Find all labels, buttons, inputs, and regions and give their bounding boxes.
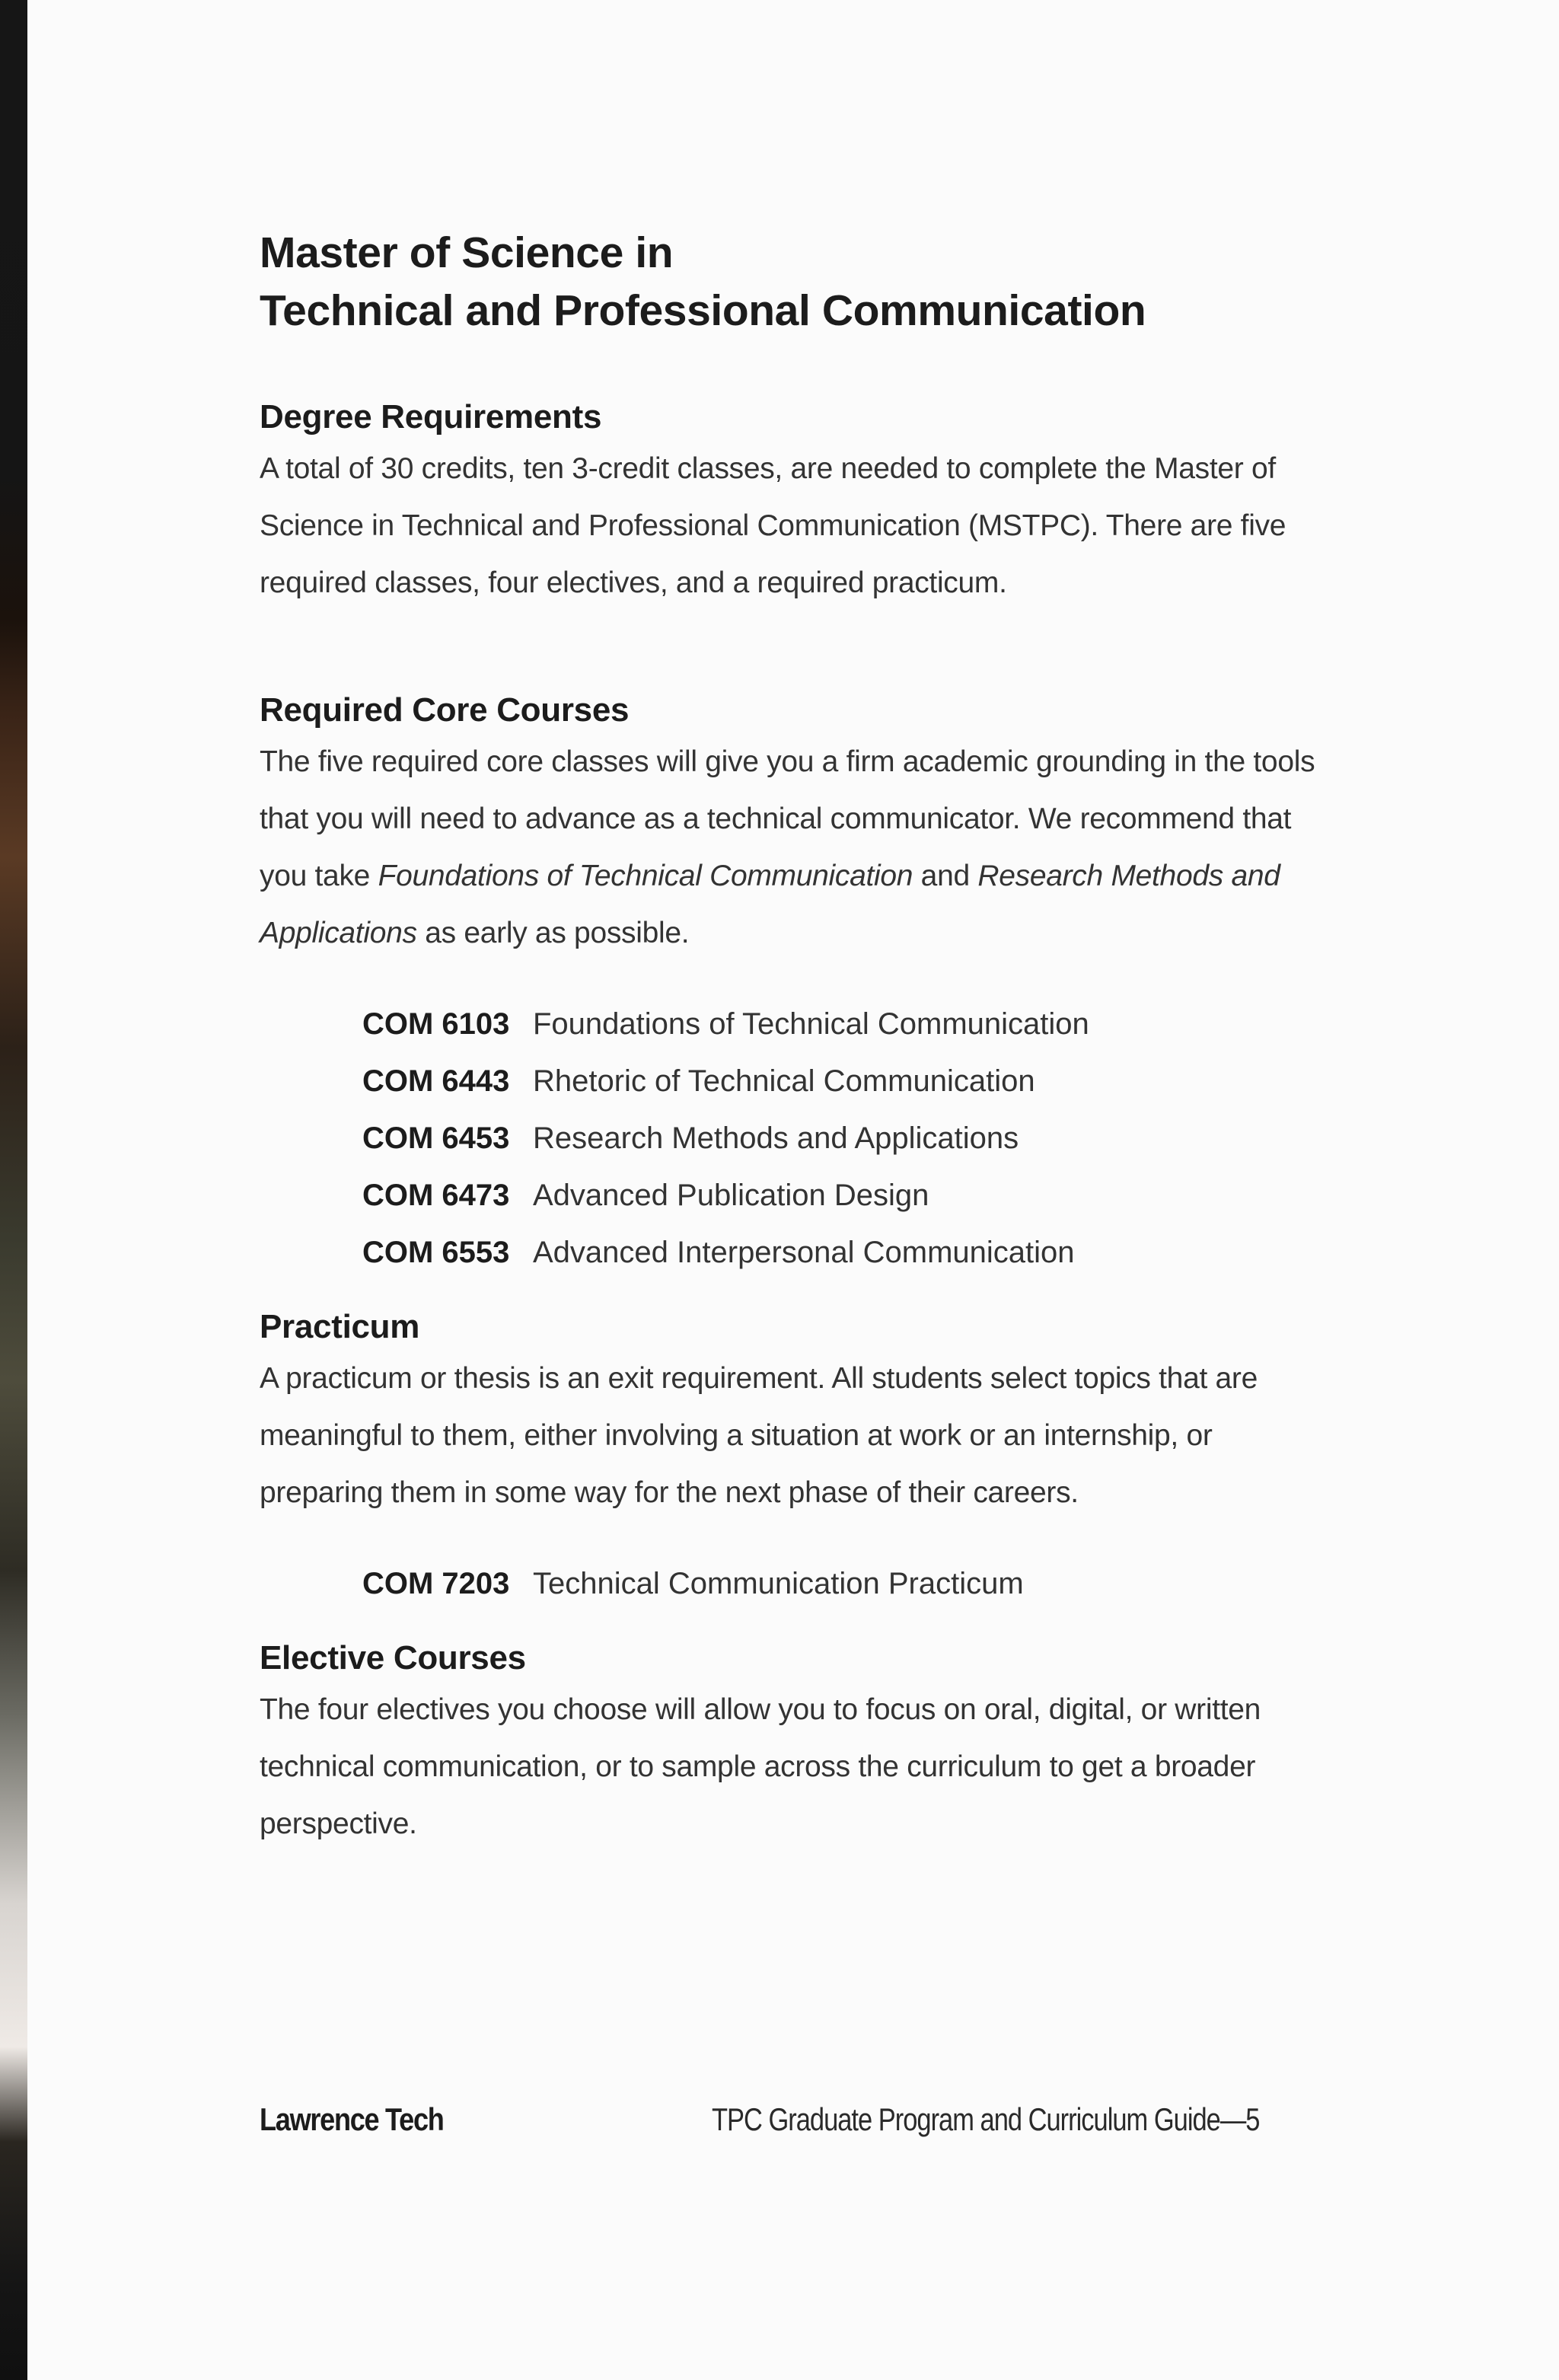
degree-requirements-body: A total of 30 credits, ten 3-credit classes, are needed to complete the Master of Science in Technical and Professional Communication (MSTPC). There are five required classes, four electives, and a required practicum. <box>260 452 1286 599</box>
course-code: COM 7203 <box>362 1567 510 1600</box>
content <box>260 224 1325 1852</box>
core-course-emphasis-1: Foundations of Technical Communication <box>378 860 913 892</box>
course-item <box>362 996 1325 1053</box>
core-body-conj: and <box>913 860 978 892</box>
course-code: COM 6443 <box>362 1064 510 1098</box>
course-item <box>362 1110 1325 1167</box>
course-item <box>362 1555 1325 1613</box>
course-name: Technical Communication Practicum <box>533 1567 1024 1600</box>
footer-brand: Lawrence Tech <box>260 2101 444 2137</box>
course-item <box>362 1167 1325 1224</box>
required-core-section <box>260 688 1325 1281</box>
practicum-course-list <box>260 1555 1325 1613</box>
course-name: Advanced Interpersonal Communication <box>533 1236 1075 1269</box>
practicum-section <box>260 1304 1325 1613</box>
required-core-body <box>260 733 1325 962</box>
core-body-start: The five required core classes will give you a firm academic grounding in the tools that you will need to advance as a technical communicator. We recommend that you take <box>260 745 1315 892</box>
page-title-line-2: Technical and Professional Communication <box>260 286 1146 335</box>
course-item <box>362 1224 1325 1281</box>
page-title <box>260 224 1325 340</box>
course-name: Foundations of Technical Communication <box>533 1007 1089 1041</box>
elective-courses-body: The four electives you choose will allow you to focus on oral, digital, or written technical communication, or to sample across the curriculum to get a broader perspective. <box>260 1693 1261 1840</box>
core-course-list <box>260 996 1325 1281</box>
elective-courses-section <box>260 1635 1325 1852</box>
page <box>27 0 1559 2380</box>
elective-courses-heading: Elective Courses <box>260 1639 526 1677</box>
required-core-heading: Required Core Courses <box>260 691 630 729</box>
course-code: COM 6453 <box>362 1121 510 1155</box>
degree-requirements-heading: Degree Requirements <box>260 398 602 435</box>
course-code: COM 6473 <box>362 1179 510 1212</box>
footer-guide-page-number: TPC Graduate Program and Curriculum Guide—5 <box>711 2101 1259 2137</box>
course-code: COM 6553 <box>362 1236 510 1269</box>
practicum-body: A practicum or thesis is an exit requirement. All students select topics that are meaningful to them, either involving a situation at work or an internship, or preparing them in some way for the next phase of their careers. <box>260 1362 1258 1509</box>
core-body-end: as early as possible. <box>416 917 690 949</box>
course-item <box>362 1053 1325 1110</box>
course-code: COM 6103 <box>362 1007 510 1041</box>
adjacent-page-photo-edge <box>0 0 27 2380</box>
course-name: Research Methods and Applications <box>533 1121 1019 1155</box>
page-title-line-1: Master of Science in <box>260 228 674 277</box>
practicum-heading: Practicum <box>260 1308 420 1345</box>
course-name: Rhetoric of Technical Communication <box>533 1064 1035 1098</box>
course-name: Advanced Publication Design <box>533 1179 929 1212</box>
core-course-emphasis-2: Research Methods and Applications <box>260 860 1280 949</box>
degree-requirements-section <box>260 394 1325 611</box>
